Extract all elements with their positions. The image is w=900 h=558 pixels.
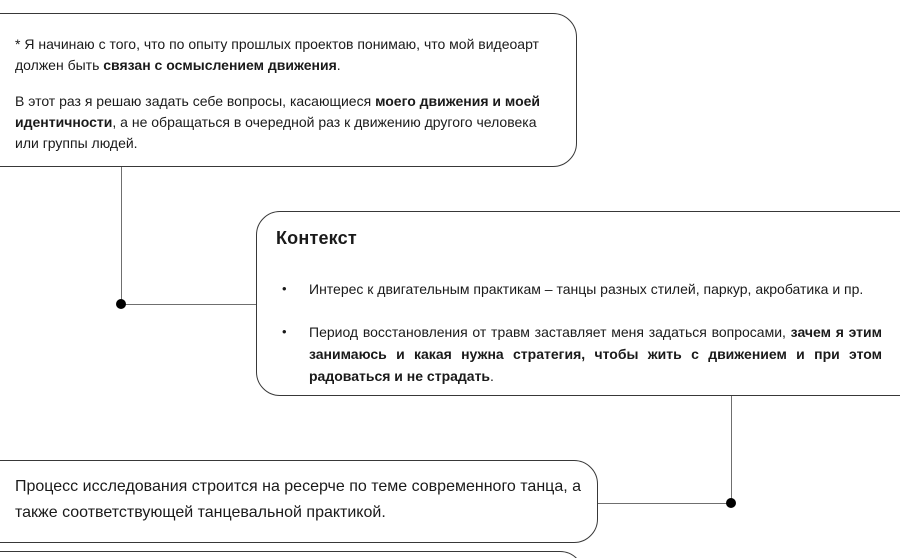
- context-bullet-text-1: Интерес к двигательным практикам – танцы разных стилей, паркур, акробатика и пр.: [309, 281, 864, 297]
- connector-intro-vertical-line: [121, 167, 122, 304]
- bullet-marker: •: [282, 324, 287, 339]
- context-box[interactable]: [256, 211, 900, 396]
- intro-note-box[interactable]: [0, 13, 577, 167]
- context-bullet-item-1: [282, 278, 900, 300]
- connector-intro-node-dot: [116, 299, 126, 309]
- context-bullet-item-2: [282, 321, 900, 387]
- context-title: Контекст: [276, 228, 357, 248]
- context-bullet-text-2: Период восстановления от травм заставляет меня задаться вопросами, зачем я этим занимаюсь и какая нужна стратегия, чтобы жить с движением и при этом радоваться и не страдать.: [309, 324, 882, 384]
- cutoff-bottom-box[interactable]: [0, 551, 584, 558]
- connector-context-horizontal-line: [598, 503, 731, 504]
- connector-context-node-dot: [726, 498, 736, 508]
- connector-intro-horizontal-line: [121, 304, 256, 305]
- bullet-marker: •: [282, 281, 287, 296]
- connector-context-vertical-line: [731, 396, 732, 503]
- context-bullet-list: [282, 278, 900, 387]
- intro-paragraph-1: * Я начинаю с того, что по опыту прошлых проектов понимаю, что мой видеоарт должен быть связан с осмыслением движения.: [15, 36, 539, 73]
- intro-paragraph-2: В этот раз я решаю задать себе вопросы, касающиеся моего движения и моей идентичности, а не обращаться в очередной раз к движению другого человека или группы людей.: [15, 93, 541, 151]
- process-text: Процесс исследования строится на ресерче по теме современного танца, а также соответствующей танцевальной практикой.: [15, 478, 582, 521]
- process-box[interactable]: [0, 460, 598, 543]
